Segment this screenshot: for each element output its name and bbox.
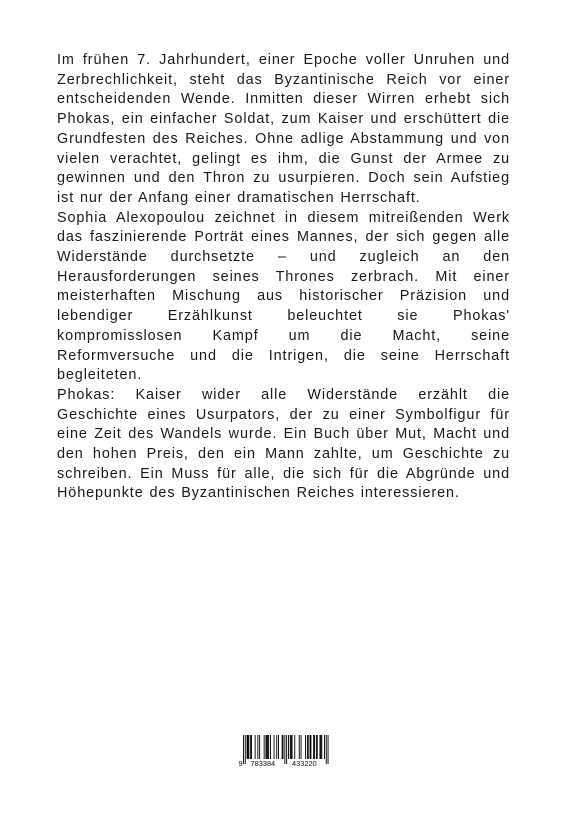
barcode-bar	[268, 735, 269, 759]
barcode-bar	[301, 735, 302, 759]
barcode-bar	[321, 735, 322, 759]
barcode-bar	[276, 735, 277, 759]
barcode-bar	[248, 735, 249, 759]
barcode-digits-left: 783384	[250, 759, 276, 768]
barcode-guard-bar	[326, 735, 327, 764]
blurb-paragraph-1: Im frühen 7. Jahrhundert, einer Epoche voller Unruhen und Zerbrechlichkeit, steht das Byzantinische Reich vor einer entscheidenden Wende. Inmitten dieser Wirren erhebt sich Phokas, ein einfacher Soldat, zum Kaiser und erschüttert die Grundfesten des Reiches. Ohne adlige Abstammung und von vielen verachtet, gelingt es ihm, die Gunst der Armee zu gewinnen und den Thron zu usurpieren. Doch sein Aufstieg ist nur der Anfang einer dramatischen Herrschaft.	[57, 52, 510, 206]
barcode-bar	[291, 735, 292, 759]
barcode-bar	[283, 735, 284, 759]
barcode-bar	[299, 735, 300, 759]
barcode-bar	[251, 735, 252, 759]
barcode-digit-first: 9	[238, 759, 243, 768]
barcode-bar	[288, 735, 289, 759]
barcode-bar	[266, 735, 267, 759]
barcode-guard-bar	[328, 735, 329, 764]
barcode-bar	[267, 735, 268, 759]
barcode-bar	[311, 735, 312, 759]
barcode-bar	[320, 735, 321, 759]
isbn-barcode	[238, 735, 332, 769]
barcode-bar	[313, 735, 314, 759]
barcode-bar	[274, 735, 275, 759]
barcode-bar	[316, 735, 317, 759]
barcode-bar	[324, 735, 325, 759]
barcode-graphic	[238, 735, 332, 769]
barcode-bar	[305, 735, 306, 759]
barcode-bar	[255, 735, 256, 759]
barcode-bar	[308, 735, 309, 759]
barcode-bar	[250, 735, 251, 759]
barcode-bar	[320, 735, 321, 759]
blurb-text	[57, 51, 510, 504]
barcode-guard-bar	[245, 735, 246, 764]
barcode-bar	[307, 735, 308, 759]
barcode-bar	[259, 735, 260, 759]
barcode-guard-bar	[286, 735, 287, 764]
barcode-guard-bar	[284, 735, 285, 764]
barcode-bar	[314, 735, 315, 759]
barcode-bar	[278, 735, 279, 759]
barcode-bar	[248, 735, 249, 759]
barcode-bar	[317, 735, 318, 759]
barcode-bar	[294, 735, 295, 759]
barcode-guard-bar	[243, 735, 244, 764]
blurb-paragraph-2: Sophia Alexopoulou zeichnet in diesem mitreißenden Werk das faszinierende Porträt eines Mannes, der sich gegen alle Widerstände durchsetzte – und zugleich an den Herausforderungen seines Thrones zerbrach. Mit einer meisterhaften Mischung aus historischer Präzision und lebendiger Erzählkunst beleuchtet sie Phokas' kompromisslosen Kampf um die Macht, seine Reformversuche und die Intrigen, die seine Herrschaft begleiteten.	[57, 209, 510, 384]
blurb-paragraph-3: Phokas: Kaiser wider alle Widerstände erzählt die Geschichte eines Usurpators, der zu einer Symbolfigur für eine Zeit des Wandels wurde. Ein Buch über Mut, Macht und den hohen Preis, den ein Mann zahlte, um Geschichte zu schreiben. Ein Muss für alle, die sich für die Abgründe und Höhepunkte des Byzantinischen Reiches interessieren.	[57, 386, 510, 502]
barcode-bar	[264, 735, 265, 759]
barcode-bar	[310, 735, 311, 759]
barcode-bar	[257, 735, 258, 759]
barcode-digits-right: 433220	[292, 759, 317, 768]
barcode-bar	[266, 735, 267, 759]
barcode-bar	[282, 735, 283, 759]
barcode-bar	[290, 735, 291, 759]
barcode-bar	[247, 735, 248, 759]
barcode-bar	[270, 735, 271, 759]
barcode-bar	[292, 735, 293, 759]
